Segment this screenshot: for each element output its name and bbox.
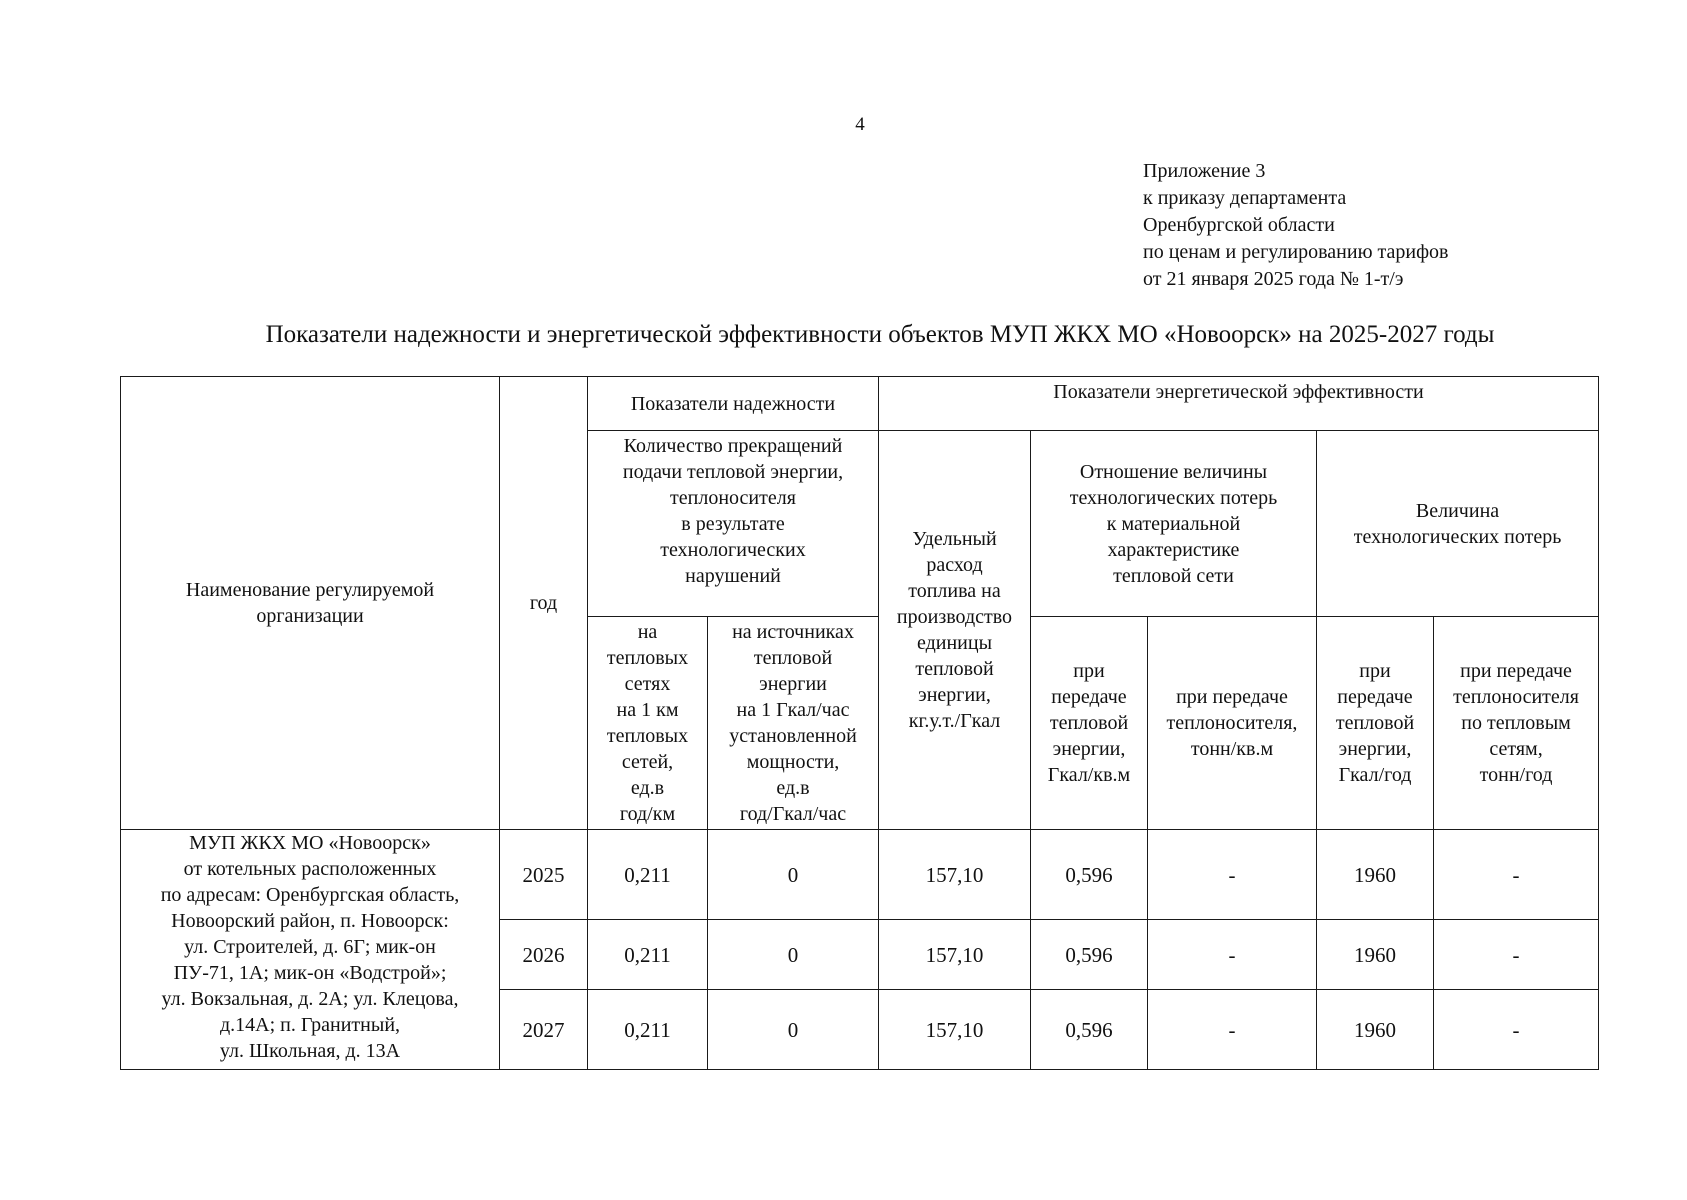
header-loss-value: Величина технологических потерь — [1317, 431, 1599, 617]
cell-year: 2025 — [500, 830, 588, 920]
cell-value-heat: 1960 — [1317, 920, 1434, 990]
cell-ratio-heat: 0,596 — [1031, 990, 1148, 1070]
cell-value-carrier: - — [1434, 990, 1599, 1070]
header-value-heat: при передаче тепловой энергии, Гкал/год — [1317, 617, 1434, 830]
cell-fuel: 157,10 — [879, 920, 1031, 990]
cell-value-carrier: - — [1434, 920, 1599, 990]
cell-value-heat: 1960 — [1317, 990, 1434, 1070]
header-interruptions: Количество прекращений подачи тепловой энергии, теплоносителя в результате технологических нарушений — [588, 431, 879, 617]
cell-fuel: 157,10 — [879, 830, 1031, 920]
header-loss-ratio: Отношение величины технологических потерь к материальной характеристике тепловой сети — [1031, 431, 1317, 617]
table-row — [121, 830, 1599, 920]
cell-net: 0,211 — [588, 920, 708, 990]
appendix-block — [1143, 158, 1448, 293]
org-name-cell: МУП ЖКХ МО «Новоорск» от котельных расположенных по адресам: Оренбургская область, Новоорский район, п. Новоорск: ул. Строителей, д. 6Г; мик-он ПУ-71, 1А; мик-он «Водстрой»; ул. Вокзальная, д. 2А; ул. Клецова, д.14А; п. Гранитный, ул. Школьная, д. 13А — [121, 830, 500, 1070]
header-ratio-carrier: при передаче теплоносителя, тонн/кв.м — [1148, 617, 1317, 830]
header-org: Наименование регулируемой организации — [121, 377, 500, 830]
header-on-networks: на тепловых сетях на 1 км тепловых сетей, ед.в год/км — [588, 617, 708, 830]
header-on-sources: на источниках тепловой энергии на 1 Гкал/час установленной мощности, ед.в год/Гкал/час — [708, 617, 879, 830]
appendix-line: Оренбургской области — [1143, 214, 1335, 236]
appendix-line: Приложение 3 — [1143, 160, 1266, 182]
cell-ratio-heat: 0,596 — [1031, 920, 1148, 990]
cell-value-heat: 1960 — [1317, 830, 1434, 920]
header-value-carrier: при передаче теплоносителя по тепловым сетям, тонн/год — [1434, 617, 1599, 830]
cell-year: 2026 — [500, 920, 588, 990]
header-year: год — [500, 377, 588, 830]
cell-ratio-heat: 0,596 — [1031, 830, 1148, 920]
cell-src: 0 — [708, 990, 879, 1070]
cell-src: 0 — [708, 830, 879, 920]
cell-ratio-carrier: - — [1148, 990, 1317, 1070]
cell-value-carrier: - — [1434, 830, 1599, 920]
cell-ratio-carrier: - — [1148, 920, 1317, 990]
cell-ratio-carrier: - — [1148, 830, 1317, 920]
appendix-line: по ценам и регулированию тарифов — [1143, 241, 1449, 263]
header-reliability: Показатели надежности — [588, 377, 879, 431]
header-fuel: Удельный расход топлива на производство единицы тепловой энергии, кг.у.т./Гкал — [879, 431, 1031, 830]
cell-src: 0 — [708, 920, 879, 990]
cell-net: 0,211 — [588, 990, 708, 1070]
document-title: Показатели надежности и энергетической эффективности объектов МУП ЖКХ МО «Новоорск» на 2025-2027 годы — [265, 321, 1495, 348]
appendix-line: от 21 января 2025 года № 1-т/э — [1143, 268, 1404, 290]
page-number: 4 — [855, 114, 865, 135]
indicators-table — [120, 376, 1599, 1070]
cell-net: 0,211 — [588, 830, 708, 920]
cell-year: 2027 — [500, 990, 588, 1070]
header-energy: Показатели энергетической эффективности — [879, 377, 1599, 431]
header-ratio-heat: при передаче тепловой энергии, Гкал/кв.м — [1031, 617, 1148, 830]
cell-fuel: 157,10 — [879, 990, 1031, 1070]
appendix-line: к приказу департамента — [1143, 187, 1347, 209]
